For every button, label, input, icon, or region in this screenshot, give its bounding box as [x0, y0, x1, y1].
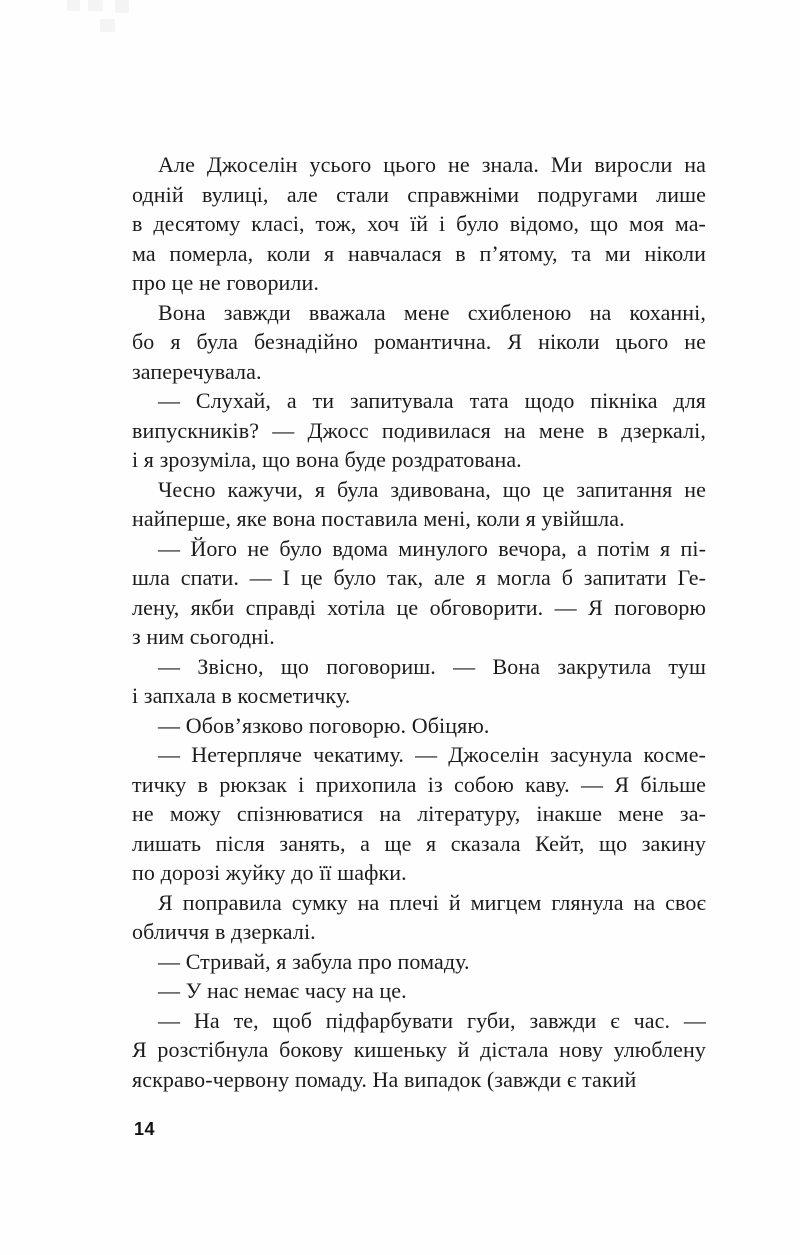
text-line: по дорозі жуйку до її шафки. — [132, 860, 407, 885]
paragraph — [132, 386, 706, 475]
text-line: одній вулиці, але стали справжніми подругами лише — [132, 181, 706, 207]
text-line: про це не говорили. — [132, 270, 319, 295]
text-line: лишать після занять, а ще я сказала Кейт, що закину — [132, 830, 706, 856]
text-line: лену, якби справді хотіла це обговорити. — Я поговорю — [132, 594, 706, 620]
text-line: — У нас немає часу на це. — [158, 978, 407, 1003]
text-line: Я розстібнула бокову кишеньку й дістала нову улюблену — [132, 1037, 706, 1062]
text-line: ма померла, коли я навчалася в п’ятому, та ми ніколи — [132, 240, 706, 266]
scan-artifact — [88, 0, 103, 11]
paragraph — [132, 1006, 706, 1095]
text-line: і я зрозуміла, що вона буде роздратована. — [132, 447, 522, 472]
paragraph — [132, 150, 706, 298]
text-line: яскраво-червону помаду. На випадок (завжди є такий — [132, 1066, 637, 1092]
text-line: обличчя в дзеркалі. — [132, 919, 316, 944]
scan-artifact — [67, 0, 80, 11]
text-line: Я поправила сумку на плечі й мигцем глянула на своє — [158, 889, 706, 915]
paragraph — [132, 976, 706, 1006]
text-line: Вона завжди вважала мене схибленою на коханні, — [158, 299, 706, 325]
text-line: Чесно кажучи, я була здивована, що це запитання не — [158, 476, 706, 502]
text-line: Але Джоселін усього цього не знала. Ми виросли на — [158, 152, 706, 177]
text-line: і запхала в косметичку. — [132, 683, 351, 708]
text-line: — Звісно, що поговориш. — Вона закрутила туш — [158, 653, 706, 679]
text-line: — Стривай, я забула про помаду. — [158, 948, 470, 974]
paragraph — [132, 652, 706, 711]
paragraph — [132, 740, 706, 888]
paragraph — [132, 534, 706, 652]
page-text-block — [132, 150, 706, 1094]
text-line: — Обов’язково поговорю. Обіцяю. — [158, 712, 490, 738]
scan-artifact — [100, 19, 115, 32]
text-line: випускників? — Джосс подивилася на мене в дзеркалі, — [132, 417, 706, 443]
text-line: — Його не було вдома минулого вечора, а потім я пі- — [158, 535, 706, 561]
paragraph — [132, 947, 706, 977]
text-line: тичку в рюкзак і прихопила із собою каву. — Я більше — [132, 771, 706, 797]
text-line: з ним сьогодні. — [132, 624, 275, 649]
text-line: — Нетерпляче чекатиму. — Джоселін засунула косме- — [158, 742, 706, 767]
page-number: 14 — [134, 1119, 156, 1139]
scan-artifact — [115, 0, 129, 13]
paragraph — [132, 711, 706, 741]
text-line: найперше, яке вона поставила мені, коли я увійшла. — [132, 506, 625, 531]
text-line: шла спати. — І це було так, але я могла б запитати Ге- — [132, 565, 706, 590]
text-line: не можу спізнюватися на літературу, інакше мене за- — [132, 801, 706, 826]
paragraph — [132, 298, 706, 387]
paragraph — [132, 475, 706, 534]
text-line: — Слухай, а ти запитувала тата щодо пікніка для — [158, 388, 706, 413]
paragraph — [132, 888, 706, 947]
text-line: бо я була безнадійно романтична. Я ніколи цього не — [132, 329, 706, 354]
text-line: в десятому класі, тож, хоч їй і було відомо, що моя ма- — [132, 211, 706, 236]
text-line: заперечувала. — [132, 358, 262, 384]
text-line: — На те, щоб підфарбувати губи, завжди є час. — — [158, 1007, 706, 1033]
